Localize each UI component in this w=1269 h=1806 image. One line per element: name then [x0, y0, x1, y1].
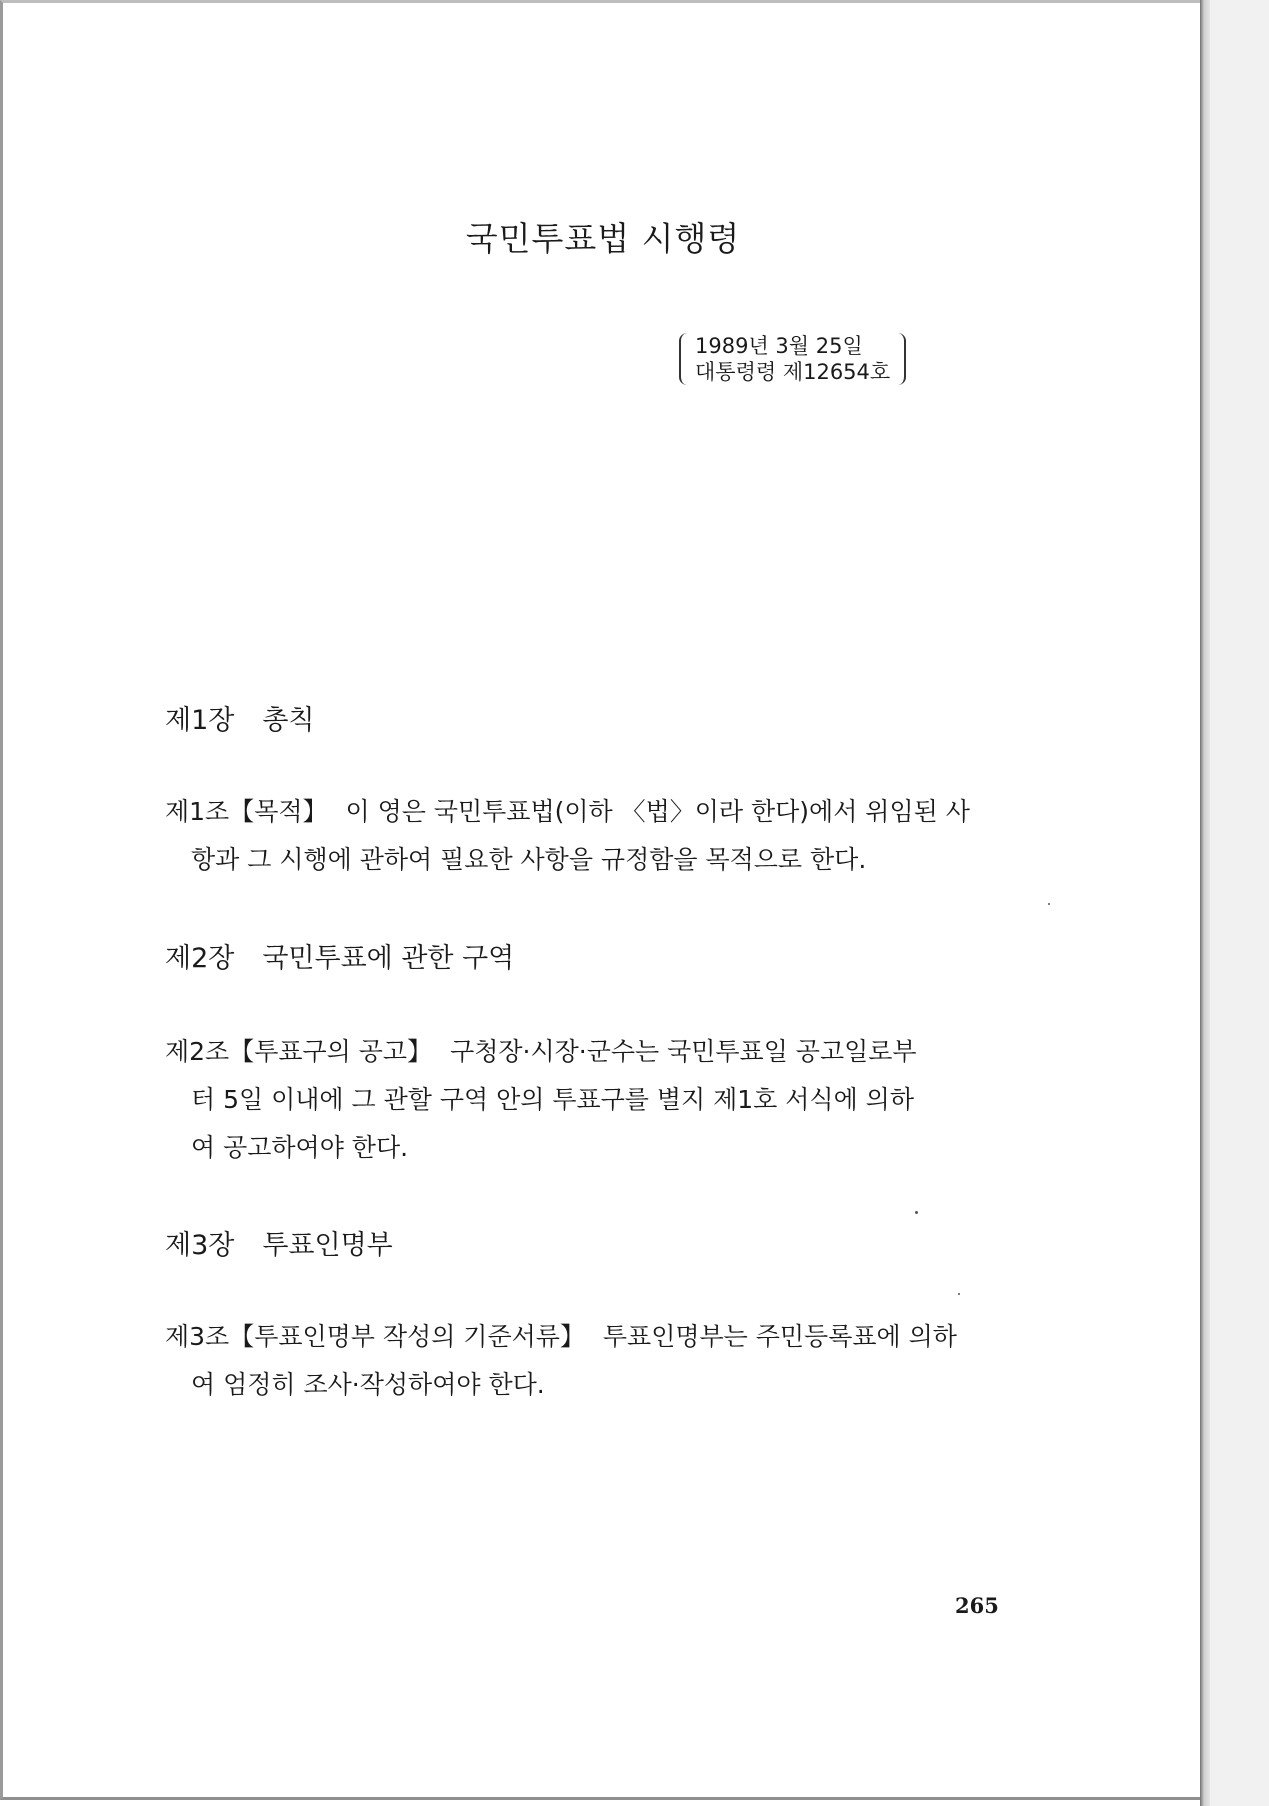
chapter-title: 투표인명부 — [262, 1230, 393, 1261]
article-3 — [165, 1313, 1023, 1409]
article-text-line: 여 공고하여야 한다. — [191, 1133, 409, 1162]
chapter-1-heading — [165, 698, 315, 737]
page-edge — [1200, 0, 1210, 1806]
article-text-line: 터 5일 이내에 그 관할 구역 안의 투표구를 별지 제1호 서식에 의하 — [191, 1085, 914, 1114]
article-1 — [165, 788, 1023, 884]
article-text-line: 항과 그 시행에 관하여 필요한 사항을 규정함을 목적으로 한다. — [191, 845, 867, 874]
page-number: 265 — [955, 1593, 999, 1618]
article-text-line: 이 영은 국민투표법(이하 〈법〉이라 한다)에서 위임된 사 — [345, 797, 970, 826]
article-heading: 제3조【투표인명부 작성의 기준서류】 — [165, 1322, 585, 1351]
chapter-2-heading — [165, 936, 514, 975]
article-text-line: 여 엄정히 조사·작성하여야 한다. — [191, 1370, 545, 1399]
chapter-title: 국민투표에 관한 구역 — [262, 943, 515, 974]
chapter-number: 제2장 — [165, 943, 235, 974]
chapter-3-heading — [165, 1223, 393, 1262]
scan-speck — [915, 1211, 918, 1214]
decree-number: 대통령령 제12654호 — [695, 360, 891, 384]
article-text-line: 투표인명부는 주민등록표에 의하 — [602, 1322, 957, 1351]
article-heading: 제2조【투표구의 공고】 — [165, 1037, 433, 1066]
document-title: 국민투표법 시행령 — [465, 219, 741, 258]
scan-speck — [958, 1293, 960, 1295]
article-heading: 제1조【목적】 — [165, 797, 328, 826]
chapter-number: 제3장 — [165, 1230, 235, 1261]
article-2 — [165, 1028, 1023, 1172]
chapter-title: 총칙 — [262, 705, 315, 736]
background-gutter — [1210, 0, 1269, 1806]
chapter-number: 제1장 — [165, 705, 235, 736]
article-text-line: 구청장·시장·군수는 국민투표일 공고일로부 — [450, 1037, 917, 1066]
decree-bracket — [679, 333, 906, 385]
scan-speck — [1048, 903, 1050, 905]
decree-date: 1989년 3월 25일 — [695, 334, 863, 358]
